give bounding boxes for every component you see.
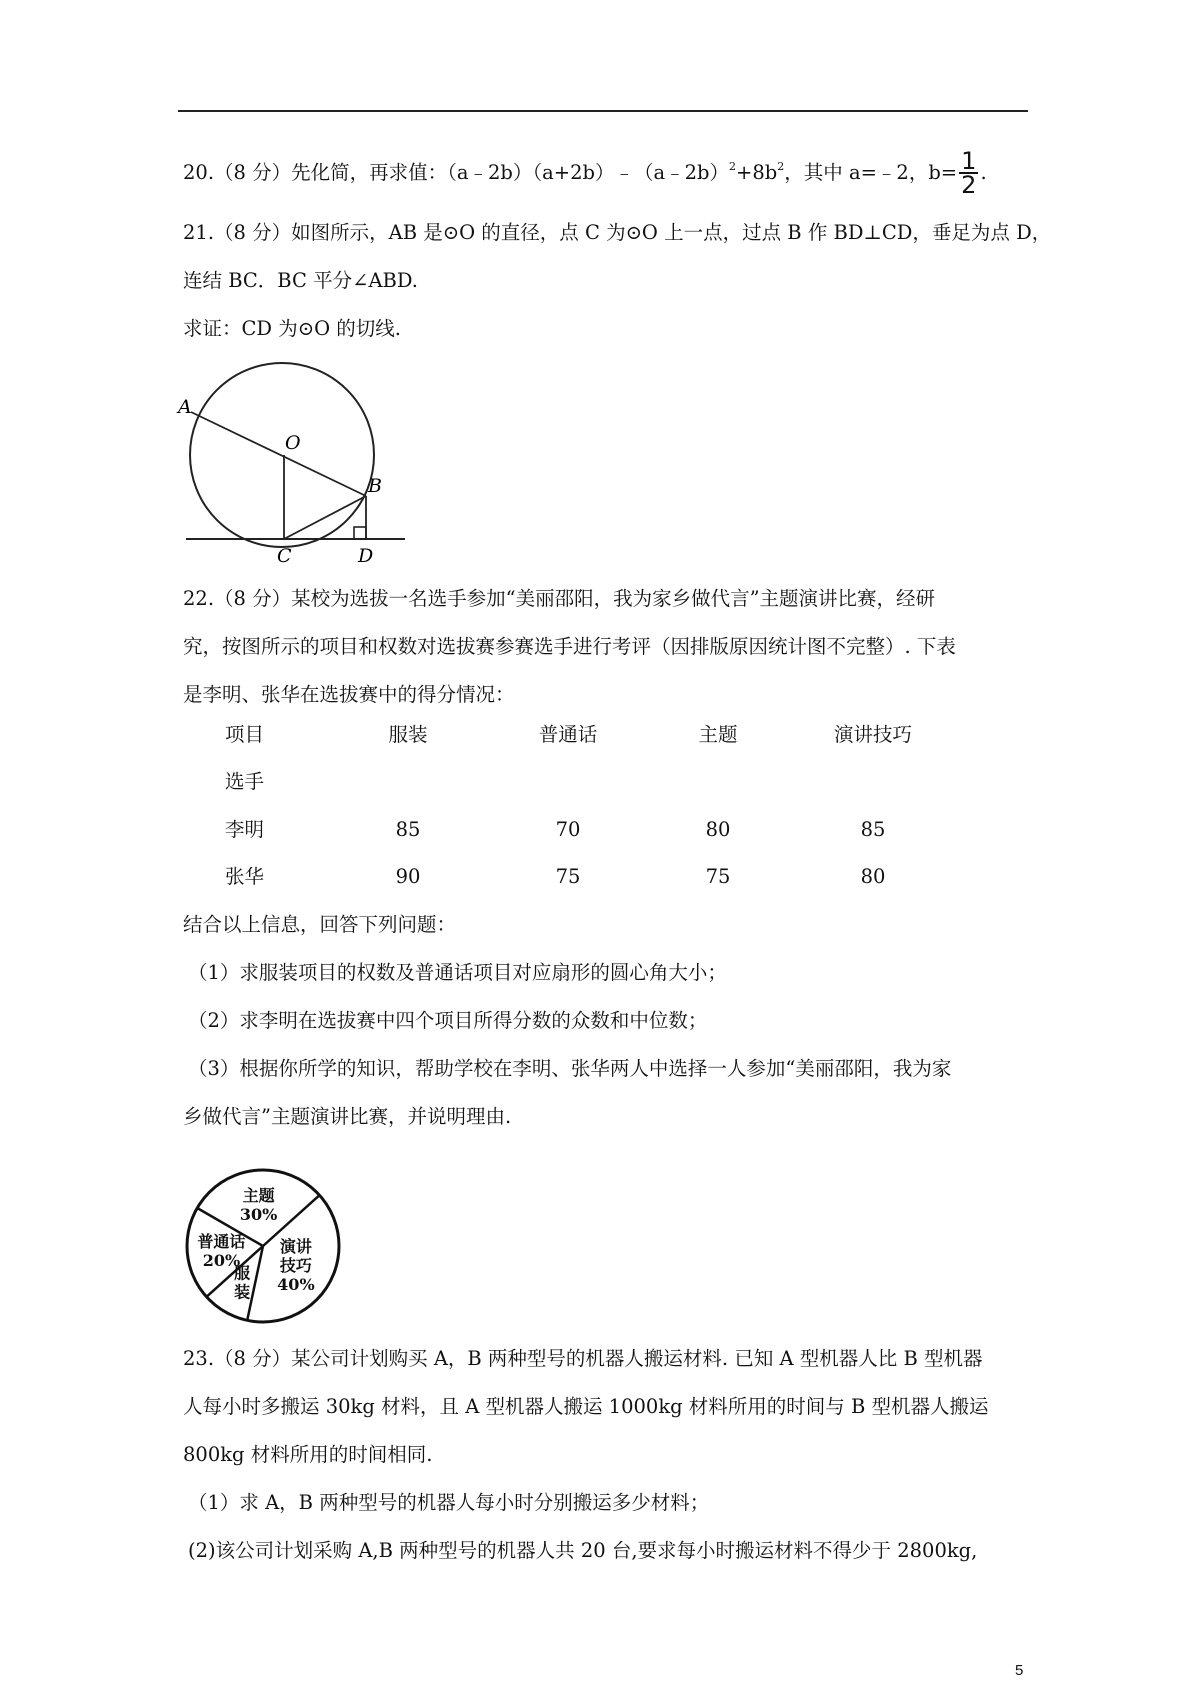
label-b: B [368, 475, 382, 497]
label-d: D [358, 545, 374, 567]
q22-sub3-line2: 乡做代言”主题演讲比赛，并说明理由. [183, 1105, 512, 1128]
q20-frac-den: 2 [961, 171, 977, 199]
label-o: O [285, 432, 301, 454]
column-header: 普通话 [538, 723, 598, 746]
header-corner-bottom: 选手 [225, 770, 265, 793]
q22-sub1: （1）求服装项目的权数及普通话项目对应扇形的圆心角大小； [188, 961, 727, 984]
score-cell: 90 [395, 865, 421, 888]
q22-sub2: （2）求李明在选拔赛中四个项目所得分数的众数和中位数； [188, 1009, 708, 1032]
header-corner-top: 项目 [225, 723, 265, 746]
q20-text-b: +8b [736, 161, 778, 184]
pie-slice-label: 主题 [242, 1185, 275, 1205]
q20-frac-num: 1 [961, 147, 977, 175]
pie-slice-label: 20% [202, 1250, 241, 1270]
score-cell: 80 [705, 818, 731, 841]
pie-slice-label: 30% [239, 1204, 278, 1224]
q20-text-c: ，其中 a=﹣2，b= [784, 161, 958, 184]
table-row [183, 815, 943, 845]
q22-line3: 是李明、张华在选拔赛中的得分情况： [183, 683, 515, 706]
question-20 [183, 147, 987, 199]
player-name: 张华 [225, 865, 265, 888]
pie-slice-label: 普通话 [197, 1231, 246, 1251]
geometry-figure [180, 355, 420, 565]
column-header: 主题 [698, 723, 738, 746]
pie-slice-label: 装 [234, 1282, 251, 1302]
q21-line2: 连结 BC．BC 平分∠ABD. [183, 269, 419, 292]
pie-slice-label: 演讲 [279, 1237, 312, 1256]
q23-line3: 800kg 材料所用的时间相同. [183, 1443, 433, 1466]
q20-fraction [959, 147, 978, 199]
q20-text-d: . [980, 161, 987, 184]
q23-line2: 人每小时多搬运 30kg 材料，且 A 型机器人搬运 1000kg 材料所用的时间与 B 型机器人搬运 [183, 1395, 989, 1418]
q20-text-a: 20.（8 分）先化简，再求值：（a﹣2b）（a+2b）﹣（a﹣2b） [183, 161, 730, 184]
column-header: 服装 [388, 723, 428, 746]
table-header-row [183, 720, 943, 750]
q22-after-table: 结合以上信息，回答下列问题： [183, 913, 457, 936]
score-cell: 70 [555, 818, 581, 841]
q23-line1: 23.（8 分）某公司计划购买 A，B 两种型号的机器人搬运材料. 已知 A 型机器人比 B 型机器 [183, 1347, 983, 1370]
column-header: 演讲技巧 [833, 723, 912, 746]
q20-sup2: 2 [777, 160, 785, 173]
pie-slice-label: 40% [277, 1275, 315, 1294]
q20-sup1: 2 [729, 160, 737, 173]
label-a: A [178, 396, 192, 418]
q21-line1: 21.（8 分）如图所示，AB 是⊙O 的直径，点 C 为⊙O 上一点，过点 B 作 BD⊥CD，垂足为点 D， [183, 221, 1052, 244]
pie-slice-label: 服 [234, 1263, 251, 1283]
q22-line1: 22.（8 分）某校为选拔一名选手参加“美丽邵阳，我为家乡做代言”主题演讲比赛，经研 [183, 587, 936, 610]
table-header-row-2 [183, 767, 943, 797]
q23-sub2: (2)该公司计划采购 A,B 两种型号的机器人共 20 台,要求每小时搬运材料不得少于 2800kg, [188, 1539, 978, 1562]
score-cell: 80 [860, 865, 886, 888]
diameter-ab [191, 412, 366, 496]
pie-chart [185, 1158, 365, 1333]
q21-line3: 求证：CD 为⊙O 的切线. [183, 317, 401, 340]
q22-line2: 究，按图所示的项目和权数对选拔赛参赛选手进行考评（因排版原因统计图不完整）. 下表 [183, 635, 956, 658]
label-c: C [277, 545, 292, 567]
q23-sub1: （1）求 A，B 两种型号的机器人每小时分别搬运多少材料； [188, 1491, 710, 1514]
score-cell: 75 [705, 865, 731, 888]
player-name: 李明 [225, 818, 265, 841]
page-number: 5 [1015, 1662, 1024, 1679]
q22-sub3-line1: （3）根据你所学的知识，帮助学校在李明、张华两人中选择一人参加“美丽邵阳，我为家 [188, 1057, 952, 1080]
header-rule [178, 110, 1028, 112]
score-cell: 75 [555, 865, 581, 888]
score-cell: 85 [395, 818, 421, 841]
score-cell: 85 [860, 818, 886, 841]
pie-slice-label: 技巧 [279, 1256, 312, 1275]
right-angle-mark [354, 527, 366, 539]
table-row [183, 862, 943, 892]
